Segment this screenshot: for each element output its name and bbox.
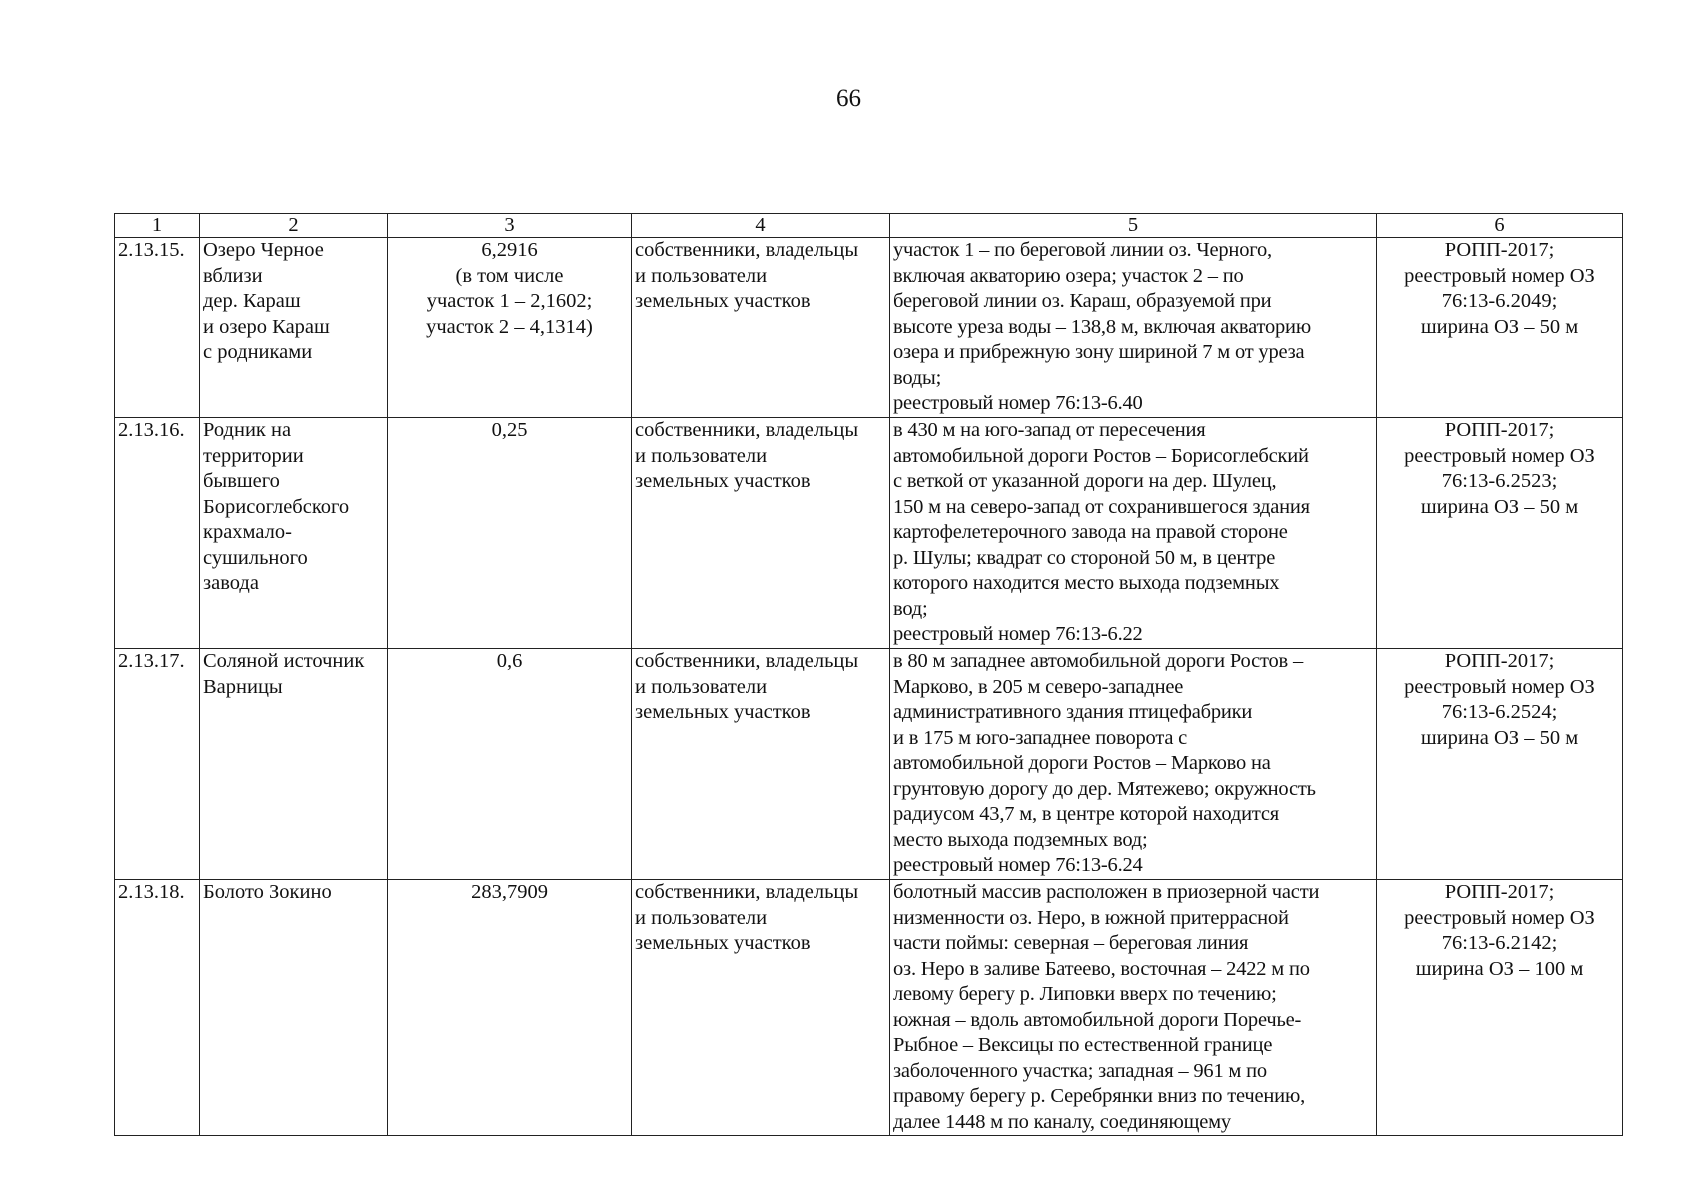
- object-registry: РОПП-2017; реестровый номер ОЗ 76:13-6.2142; ширина ОЗ – 100 м: [1377, 880, 1623, 1136]
- object-area: 6,2916 (в том числе участок 1 – 2,1602; участок 2 – 4,1314): [388, 238, 632, 418]
- row-number: 2.13.15.: [115, 238, 200, 418]
- object-registry: РОПП-2017; реестровый номер ОЗ 76:13-6.2524; ширина ОЗ – 50 м: [1377, 649, 1623, 880]
- header-cell: 5: [890, 214, 1377, 238]
- object-boundary-description: в 430 м на юго-запад от пересечения автомобильной дороги Ростов – Борисоглебский с веткой от указанной дороги на дер. Шулец, 150 м на северо-запад от сохранившегося здания картофелетерочного завода на правой стороне р. Шулы; квадрат со стороной 50 м, в центре которого находится место выхода подземных вод; реестровый номер 76:13-6.22: [890, 418, 1377, 649]
- object-area: 0,25: [388, 418, 632, 649]
- object-area: 283,7909: [388, 880, 632, 1136]
- table-row: [115, 880, 1623, 1136]
- object-name: Родник на территории бывшего Борисоглебского крахмало- сушильного завода: [200, 418, 388, 649]
- object-owners: собственники, владельцы и пользователи земельных участков: [632, 880, 890, 1136]
- object-owners: собственники, владельцы и пользователи земельных участков: [632, 649, 890, 880]
- object-owners: собственники, владельцы и пользователи земельных участков: [632, 238, 890, 418]
- object-boundary-description: участок 1 – по береговой линии оз. Черного, включая акваторию озера; участок 2 – по береговой линии оз. Караш, образуемой при высоте уреза воды – 138,8 м, включая акваторию озера и прибрежную зону шириной 7 м от уреза воды; реестровый номер 76:13-6.40: [890, 238, 1377, 418]
- object-boundary-description: в 80 м западнее автомобильной дороги Ростов – Марково, в 205 м северо-западнее административного здания птицефабрики и в 175 м юго-западнее поворота с автомобильной дороги Ростов – Марково на грунтовую дорогу до дер. Мятежево; окружность радиусом 43,7 м, в центре которой находится место выхода подземных вод; реестровый номер 76:13-6.24: [890, 649, 1377, 880]
- object-boundary-description: болотный массив расположен в приозерной части низменности оз. Неро, в южной притеррасной части поймы: северная – береговая линия оз. Неро в заливе Батеево, восточная – 2422 м по левому берегу р. Липовки вверх по течению; южная – вдоль автомобильной дороги Поречье- Рыбное – Вексицы по естественной границе заболоченного участка; западная – 961 м по правому берегу р. Серебрянки вниз по течению, далее 1448 м по каналу, соединяющему: [890, 880, 1377, 1136]
- row-number: 2.13.18.: [115, 880, 200, 1136]
- header-cell: 2: [200, 214, 388, 238]
- header-cell: 6: [1377, 214, 1623, 238]
- header-cell: 3: [388, 214, 632, 238]
- table-row: [115, 649, 1623, 880]
- header-cell: 1: [115, 214, 200, 238]
- protected-areas-table: [114, 213, 1623, 1136]
- header-cell: 4: [632, 214, 890, 238]
- table-row: [115, 238, 1623, 418]
- object-owners: собственники, владельцы и пользователи земельных участков: [632, 418, 890, 649]
- object-name: Соляной источник Варницы: [200, 649, 388, 880]
- object-registry: РОПП-2017; реестровый номер ОЗ 76:13-6.2049; ширина ОЗ – 50 м: [1377, 238, 1623, 418]
- object-name: Озеро Черное вблизи дер. Караш и озеро Караш с родниками: [200, 238, 388, 418]
- row-number: 2.13.16.: [115, 418, 200, 649]
- table-row: [115, 418, 1623, 649]
- table-header-row: [115, 214, 1623, 238]
- object-name: Болото Зокино: [200, 880, 388, 1136]
- page-number: 66: [836, 85, 861, 112]
- object-area: 0,6: [388, 649, 632, 880]
- object-registry: РОПП-2017; реестровый номер ОЗ 76:13-6.2523; ширина ОЗ – 50 м: [1377, 418, 1623, 649]
- row-number: 2.13.17.: [115, 649, 200, 880]
